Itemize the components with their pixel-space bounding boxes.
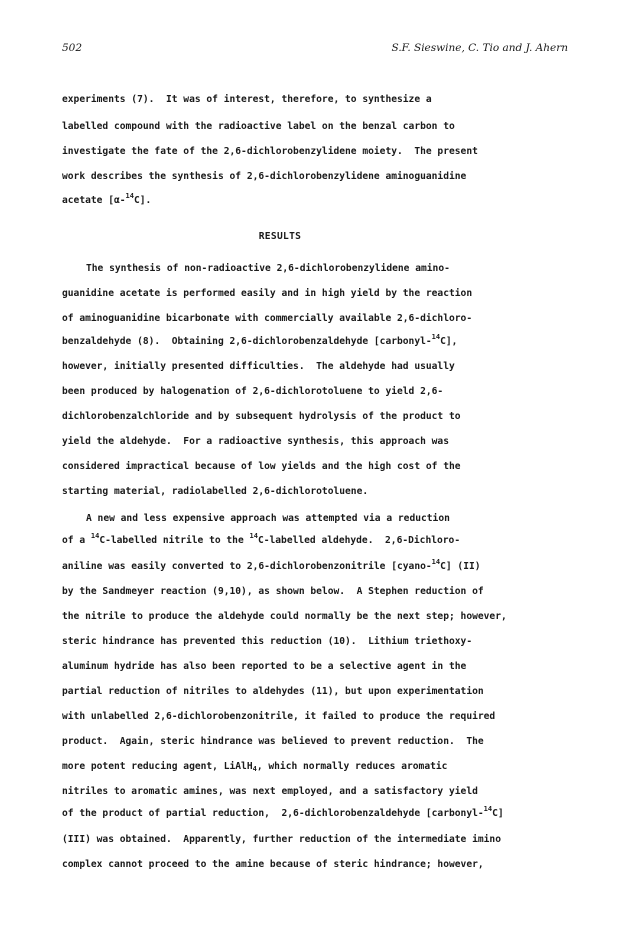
- page-number: 502: [62, 42, 83, 54]
- text-line: starting material, radiolabelled 2,6-dichlorotoluene.: [62, 486, 369, 497]
- text-line: labelled compound with the radioactive label on the benzal carbon to: [62, 121, 455, 132]
- text-line: of aminoguanidine bicarbonate with commercially available 2,6-dichloro-: [62, 313, 473, 324]
- text-line: complex cannot proceed to the amine because of steric hindrance; however,: [62, 859, 484, 870]
- text-line: partial reduction of nitriles to aldehydes (11), but upon experimentation: [62, 686, 484, 697]
- text-line: been produced by halogenation of 2,6-dichlorotoluene to yield 2,6-: [62, 386, 444, 397]
- text-line: benzaldehyde (8). Obtaining 2,6-dichlorobenzaldehyde [carbonyl-$^{14}$C],: [62, 333, 458, 347]
- text-line: aluminum hydride has also been reported to be a selective agent in the: [62, 661, 467, 672]
- text-line: aniline was easily converted to 2,6-dichlorobenzonitrile [cyano-$^{14}$C] (II): [62, 558, 481, 572]
- text-line: yield the aldehyde. For a radioactive synthesis, this approach was: [62, 436, 449, 447]
- running-header: [62, 42, 568, 62]
- text-line: however, initially presented difficulties. The aldehyde had usually: [62, 361, 455, 372]
- text-line: considered impractical because of low yields and the high cost of the: [62, 461, 461, 472]
- text-line: steric hindrance has prevented this reduction (10). Lithium triethoxy-: [62, 636, 473, 647]
- text-line: of a $^{14}$C-labelled nitrile to the $^{14}$C-labelled aldehyde. 2,6-Dichloro-: [62, 532, 461, 546]
- text-line: acetate [α-$^{14}$C].: [62, 192, 152, 206]
- text-line: with unlabelled 2,6-dichlorobenzonitrile, it failed to produce the required: [62, 711, 496, 722]
- section-heading-results: RESULTS: [258, 231, 302, 242]
- text-line: The synthesis of non-radioactive 2,6-dichlorobenzylidene amino-: [86, 263, 450, 274]
- text-line: nitriles to aromatic amines, was next employed, and a satisfactory yield: [62, 786, 478, 797]
- text-line: the nitrile to produce the aldehyde could normally be the next step; however,: [62, 611, 507, 622]
- text-line: more potent reducing agent, LiAlH$_4$, which normally reduces aromatic: [62, 761, 448, 773]
- text-line: experiments (7). It was of interest, therefore, to synthesize a: [62, 94, 432, 105]
- text-line: product. Again, steric hindrance was believed to prevent reduction. The: [62, 736, 484, 747]
- text-line: (III) was obtained. Apparently, further reduction of the intermediate imino: [62, 834, 501, 845]
- text-line: by the Sandmeyer reaction (9,10), as shown below. A Stephen reduction of: [62, 586, 484, 597]
- text-line: investigate the fate of the 2,6-dichlorobenzylidene moiety. The present: [62, 146, 478, 157]
- text-line: guanidine acetate is performed easily and in high yield by the reaction: [62, 288, 473, 299]
- text-line: dichlorobenzalchloride and by subsequent hydrolysis of the product to: [62, 411, 461, 422]
- author-running-head: S.F. Sieswine, C. Tio and J. Ahern: [391, 42, 568, 54]
- text-line: work describes the synthesis of 2,6-dichlorobenzylidene aminoguanidine: [62, 171, 467, 182]
- text-line: of the product of partial reduction, 2,6-dichlorobenzaldehyde [carbonyl-$^{14}$C]: [62, 805, 504, 819]
- text-line: A new and less expensive approach was attempted via a reduction: [86, 513, 450, 524]
